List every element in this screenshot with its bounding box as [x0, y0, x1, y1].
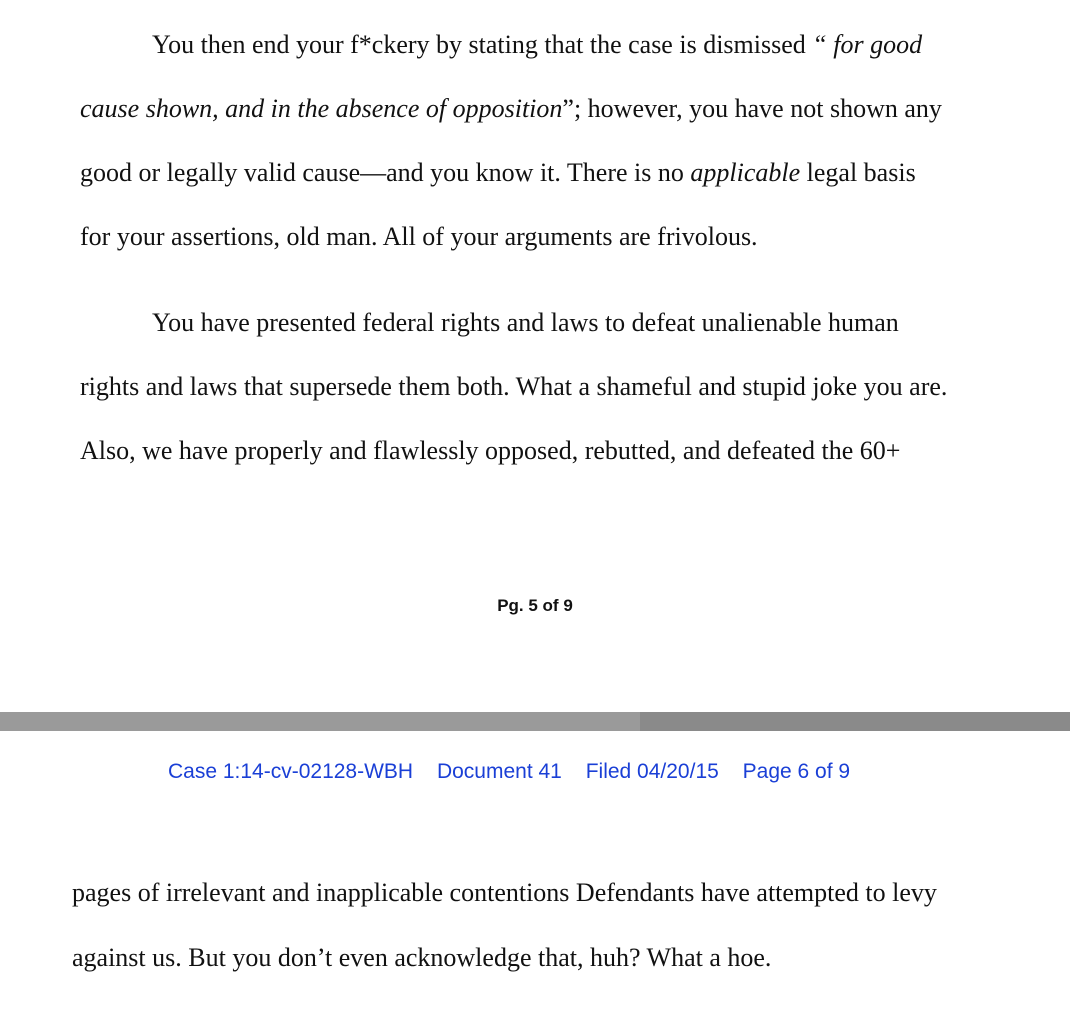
paragraph1-line1 [152, 30, 922, 60]
paragraph1-line2 [80, 94, 942, 124]
text-run: good or legally valid cause—and you know it. There is no [80, 158, 691, 187]
italic-text: cause shown, and in the absence of opposition [80, 94, 563, 123]
filed-date: Filed 04/20/15 [585, 760, 719, 783]
page6-line1: pages of irrelevant and inapplicable contentions Defendants have attempted to levy [72, 878, 937, 907]
page-divider-left [0, 712, 640, 731]
page-indicator: Page 6 of 9 [742, 760, 851, 783]
paragraph1-line4: for your assertions, old man. All of your arguments are frivolous. [80, 222, 758, 251]
page-number: Pg. 5 of 9 [497, 596, 573, 615]
page6-line2: against us. But you don’t even acknowledge that, huh? What a hoe. [72, 943, 772, 972]
paragraph2-line3: Also, we have properly and flawlessly opposed, rebutted, and defeated the 60+ [80, 436, 901, 465]
case-header [168, 760, 850, 784]
case-number: Case 1:14-cv-02128-WBH [168, 760, 414, 783]
italic-quote: “ for good [812, 30, 923, 59]
italic-text: applicable [690, 158, 801, 187]
text-run: ”; however, you have not shown any [562, 94, 942, 123]
document-number: Document 41 [436, 760, 562, 783]
paragraph1-line3 [80, 158, 916, 188]
text-run: You then end your f*ckery by stating that the case is dismissed [152, 30, 813, 59]
text-run: legal basis [800, 158, 916, 187]
paragraph2-line1: You have presented federal rights and laws to defeat unalienable human [152, 308, 899, 337]
paragraph2-line2: rights and laws that supersede them both. What a shameful and stupid joke you are. [80, 372, 948, 401]
